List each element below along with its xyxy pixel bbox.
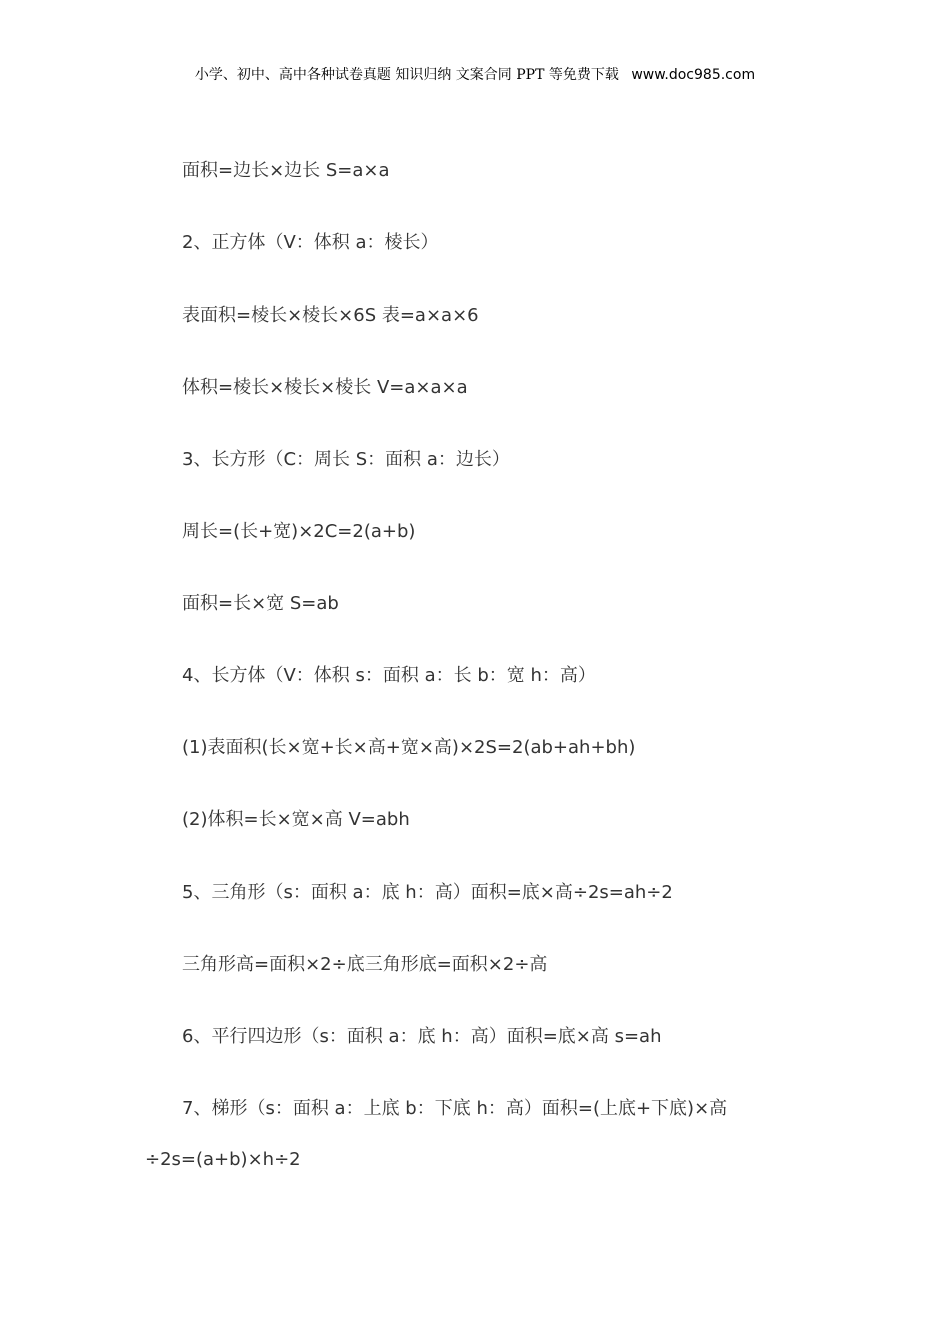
page-header <box>0 64 950 84</box>
text-line-rectangle-area: 面积=长×宽 S=ab <box>182 593 339 614</box>
heading-rectangle: 3、长方形（C：周长 S：面积 a：边长） <box>182 449 510 470</box>
heading-triangle: 5、三角形（s：面积 a：底 h：高）面积=底×高÷2s=ah÷2 <box>182 882 673 903</box>
heading-parallelogram: 6、平行四边形（s：面积 a：底 h：高）面积=底×高 s=ah <box>182 1026 662 1047</box>
header-url: www.doc985.com <box>631 67 756 83</box>
heading-trapezoid: 7、梯形（s：面积 a：上底 b：下底 h：高）面积=(上底+下底)×高 <box>182 1098 728 1119</box>
text-line-trapezoid-continuation: ÷2s=(a+b)×h÷2 <box>145 1149 301 1170</box>
text-line-cuboid-surface: (1)表面积(长×宽+长×高+宽×高)×2S=2(ab+ah+bh) <box>182 737 636 758</box>
text-line-triangle-height-base: 三角形高=面积×2÷底三角形底=面积×2÷高 <box>182 954 548 975</box>
text-line-square-area: 面积=边长×边长 S=a×a <box>182 160 390 181</box>
header-text: 小学、初中、高中各种试卷真题 知识归纳 文案合同 PPT 等免费下载 <box>194 67 619 83</box>
heading-cuboid: 4、长方体（V：体积 s：面积 a：长 b：宽 h：高） <box>182 665 596 686</box>
heading-cube: 2、正方体（V：体积 a：棱长） <box>182 232 439 253</box>
text-line-cube-volume: 体积=棱长×棱长×棱长 V=a×a×a <box>182 377 468 398</box>
text-line-cuboid-volume: (2)体积=长×宽×高 V=abh <box>182 809 410 830</box>
text-line-cube-surface: 表面积=棱长×棱长×6S 表=a×a×6 <box>182 305 479 326</box>
text-line-rectangle-perimeter: 周长=(长+宽)×2C=2(a+b) <box>182 521 416 542</box>
